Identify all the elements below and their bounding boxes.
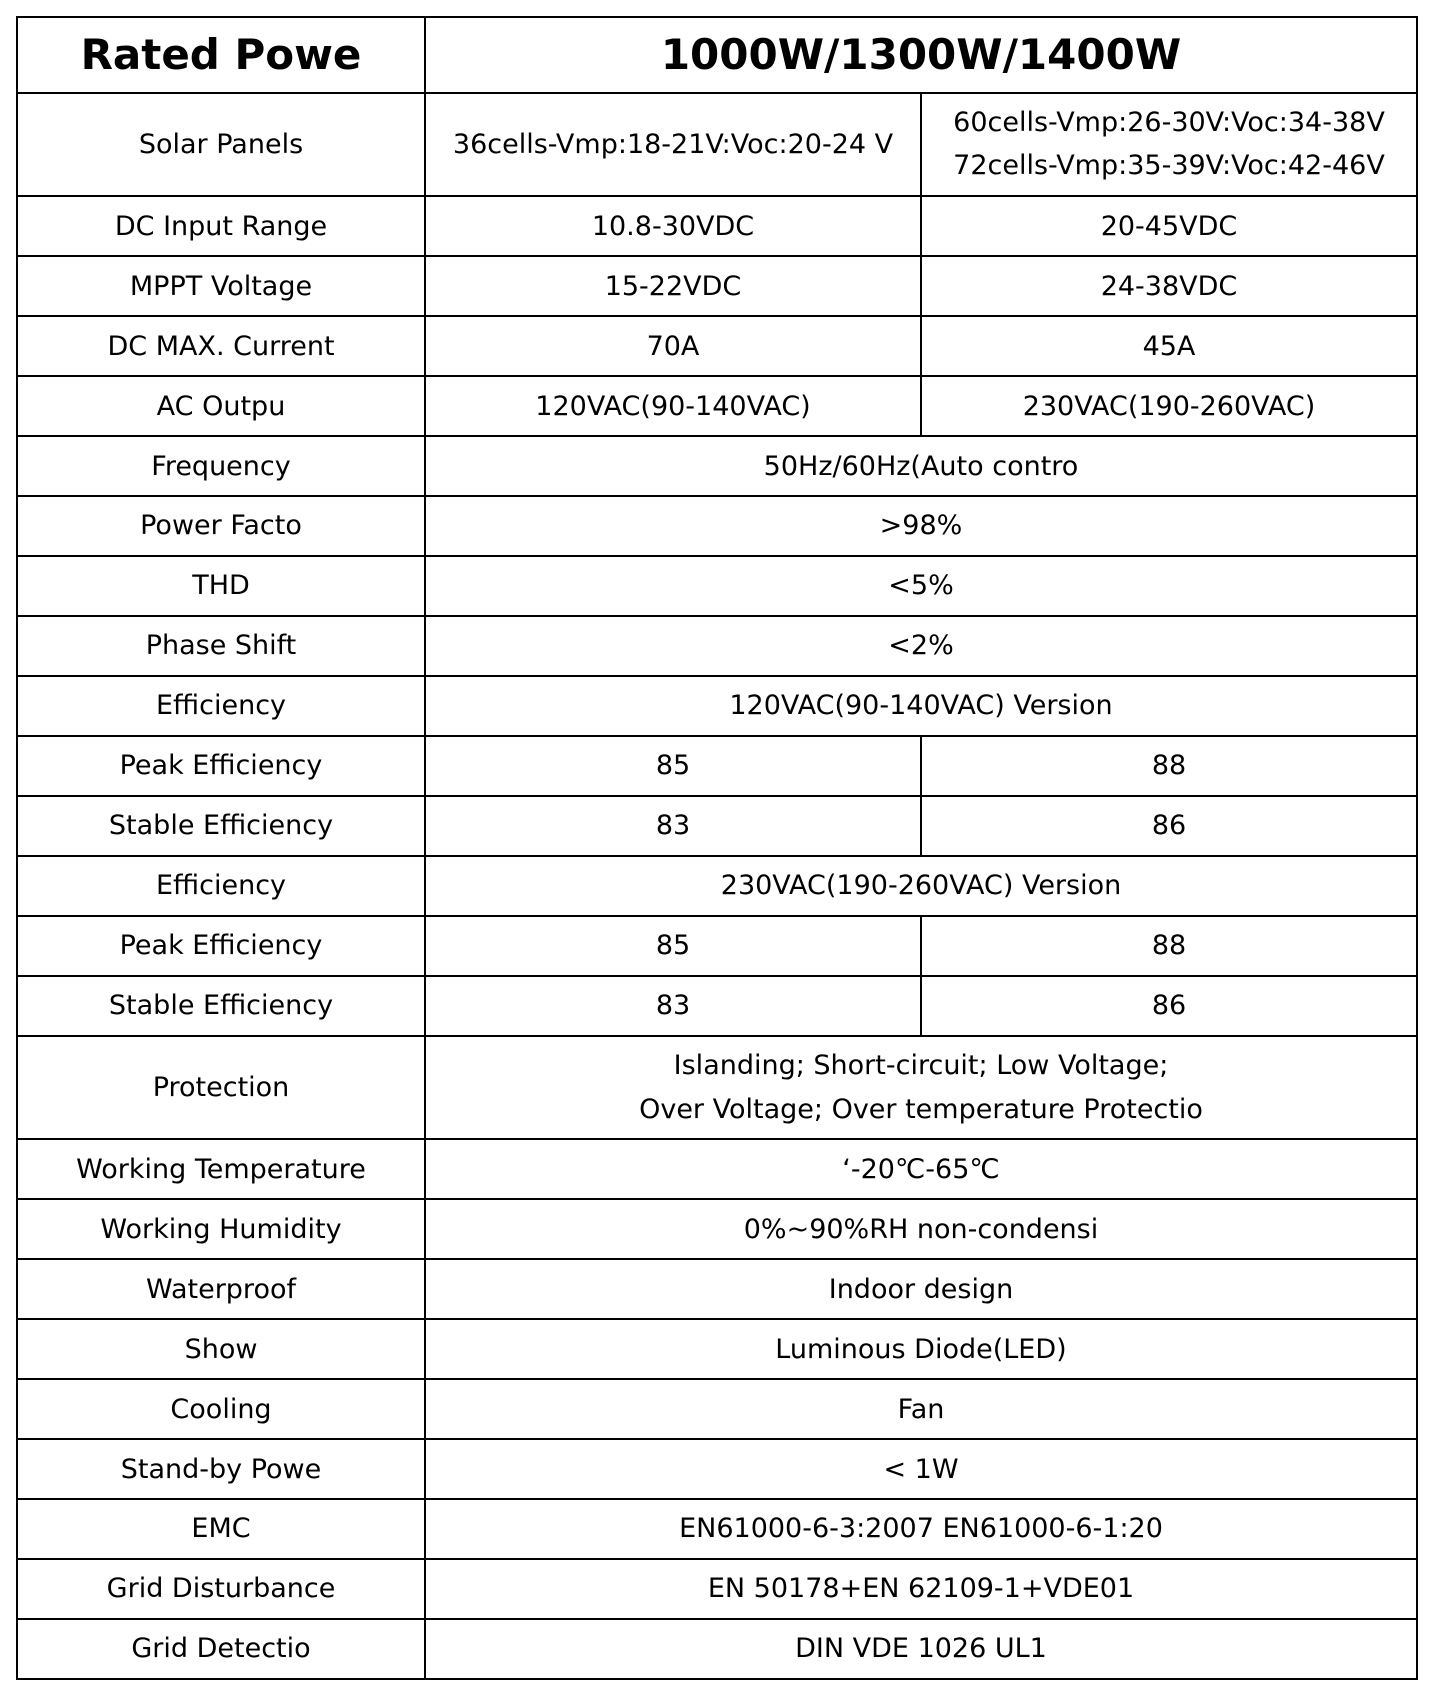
row-value-line: Islanding; Short-circuit; Low Voltage; bbox=[673, 1050, 1169, 1082]
row-value bbox=[425, 1036, 1417, 1140]
row-value: EN 50178+EN 62109-1+VDE01 bbox=[425, 1559, 1417, 1619]
row-value-right-line: 60cells-Vmp:26-30V:Voc:34-38V bbox=[953, 107, 1385, 139]
table-row bbox=[17, 1199, 1417, 1259]
header-label: Rated Powe bbox=[17, 17, 425, 93]
spec-table bbox=[16, 16, 1418, 1680]
row-value-left: 85 bbox=[425, 736, 921, 796]
row-value-line: Over Voltage; Over temperature Protectio bbox=[639, 1093, 1203, 1125]
row-value-right: 230VAC(190-260VAC) bbox=[921, 376, 1417, 436]
row-value-left: 36cells-Vmp:18-21V:Voc:20-24 V bbox=[425, 93, 921, 197]
row-value: EN61000-6-3:2007 EN61000-6-1:20 bbox=[425, 1499, 1417, 1559]
table-row bbox=[17, 436, 1417, 496]
row-label: Power Facto bbox=[17, 496, 425, 556]
table-row bbox=[17, 1036, 1417, 1140]
row-label: DC Input Range bbox=[17, 196, 425, 256]
row-value: <5% bbox=[425, 556, 1417, 616]
row-value-left: 10.8-30VDC bbox=[425, 196, 921, 256]
table-row bbox=[17, 556, 1417, 616]
row-label: AC Outpu bbox=[17, 376, 425, 436]
row-label: Protection bbox=[17, 1036, 425, 1140]
table-row bbox=[17, 676, 1417, 736]
table-row bbox=[17, 976, 1417, 1036]
header-row bbox=[17, 17, 1417, 93]
table-row bbox=[17, 1379, 1417, 1439]
row-value-right: 24-38VDC bbox=[921, 256, 1417, 316]
table-row bbox=[17, 1139, 1417, 1199]
row-value: < 1W bbox=[425, 1439, 1417, 1499]
row-label: Waterproof bbox=[17, 1259, 425, 1319]
row-value-right-line: 72cells-Vmp:35-39V:Voc:42-46V bbox=[953, 150, 1385, 182]
row-value-left: 120VAC(90-140VAC) bbox=[425, 376, 921, 436]
row-value-right: 45A bbox=[921, 316, 1417, 376]
row-value-left: 83 bbox=[425, 976, 921, 1036]
row-label: Efficiency bbox=[17, 676, 425, 736]
row-value: 120VAC(90-140VAC) Version bbox=[425, 676, 1417, 736]
row-value-left: 70A bbox=[425, 316, 921, 376]
row-label: Peak Efficiency bbox=[17, 736, 425, 796]
row-value: ‘-20℃-65℃ bbox=[425, 1139, 1417, 1199]
table-row bbox=[17, 796, 1417, 856]
row-value: Luminous Diode(LED) bbox=[425, 1319, 1417, 1379]
row-value-right bbox=[921, 93, 1417, 197]
row-label: Working Humidity bbox=[17, 1199, 425, 1259]
row-value-right: 88 bbox=[921, 916, 1417, 976]
table-row bbox=[17, 856, 1417, 916]
row-value-right: 86 bbox=[921, 796, 1417, 856]
table-row bbox=[17, 316, 1417, 376]
row-value: DIN VDE 1026 UL1 bbox=[425, 1619, 1417, 1679]
row-label: Solar Panels bbox=[17, 93, 425, 197]
table-row bbox=[17, 916, 1417, 976]
row-value: <2% bbox=[425, 616, 1417, 676]
row-label: Grid Detectio bbox=[17, 1619, 425, 1679]
table-row bbox=[17, 616, 1417, 676]
row-value: 0%~90%RH non-condensi bbox=[425, 1199, 1417, 1259]
table-row bbox=[17, 196, 1417, 256]
row-label: EMC bbox=[17, 1499, 425, 1559]
table-row bbox=[17, 1439, 1417, 1499]
spec-table-body bbox=[17, 17, 1417, 1679]
row-label: Cooling bbox=[17, 1379, 425, 1439]
row-value-right: 20-45VDC bbox=[921, 196, 1417, 256]
row-label: Frequency bbox=[17, 436, 425, 496]
row-label: MPPT Voltage bbox=[17, 256, 425, 316]
row-label: Grid Disturbance bbox=[17, 1559, 425, 1619]
table-row bbox=[17, 93, 1417, 197]
table-row bbox=[17, 256, 1417, 316]
row-label: Peak Efficiency bbox=[17, 916, 425, 976]
row-label: Show bbox=[17, 1319, 425, 1379]
row-value: >98% bbox=[425, 496, 1417, 556]
row-label: THD bbox=[17, 556, 425, 616]
row-value-right: 88 bbox=[921, 736, 1417, 796]
header-value: 1000W/1300W/1400W bbox=[425, 17, 1417, 93]
table-row bbox=[17, 1619, 1417, 1679]
table-row bbox=[17, 1319, 1417, 1379]
row-label: Working Temperature bbox=[17, 1139, 425, 1199]
row-value: 50Hz/60Hz(Auto contro bbox=[425, 436, 1417, 496]
row-label: Stable Efficiency bbox=[17, 976, 425, 1036]
row-value-right: 86 bbox=[921, 976, 1417, 1036]
row-label: Phase Shift bbox=[17, 616, 425, 676]
table-row bbox=[17, 736, 1417, 796]
table-row bbox=[17, 1499, 1417, 1559]
row-label: Stable Efficiency bbox=[17, 796, 425, 856]
row-value-left: 83 bbox=[425, 796, 921, 856]
row-value-left: 85 bbox=[425, 916, 921, 976]
row-label: Stand-by Powe bbox=[17, 1439, 425, 1499]
table-row bbox=[17, 496, 1417, 556]
row-value: Fan bbox=[425, 1379, 1417, 1439]
row-value: 230VAC(190-260VAC) Version bbox=[425, 856, 1417, 916]
table-row bbox=[17, 376, 1417, 436]
row-value: Indoor design bbox=[425, 1259, 1417, 1319]
row-label: DC MAX. Current bbox=[17, 316, 425, 376]
row-value-left: 15-22VDC bbox=[425, 256, 921, 316]
table-row bbox=[17, 1259, 1417, 1319]
table-row bbox=[17, 1559, 1417, 1619]
row-label: Efficiency bbox=[17, 856, 425, 916]
